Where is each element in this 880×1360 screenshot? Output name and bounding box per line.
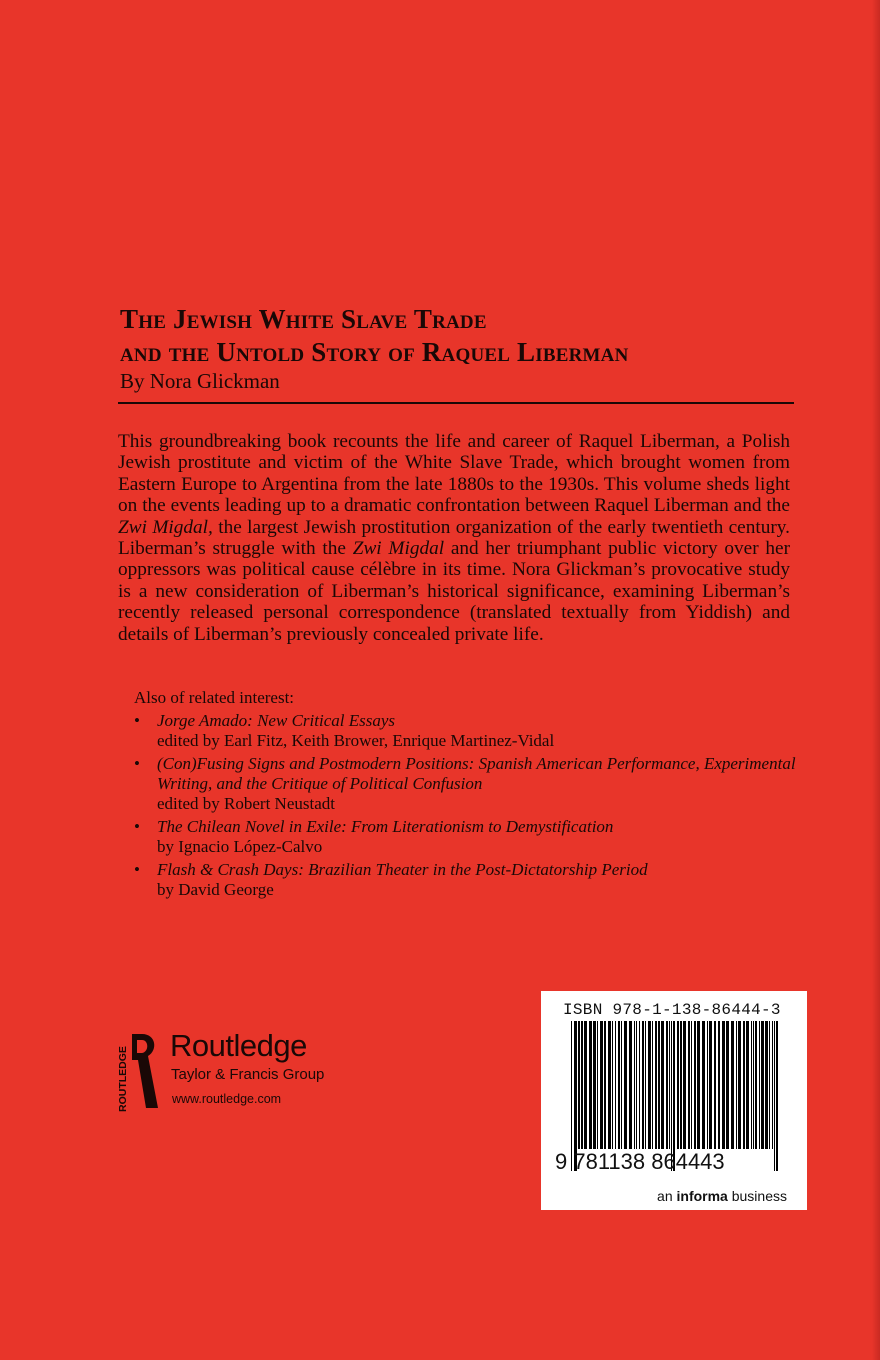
barcode-bar: [624, 1021, 627, 1149]
barcode-bar: [746, 1021, 749, 1149]
barcode-bar: [584, 1021, 587, 1149]
barcode-bar: [597, 1021, 598, 1149]
barcode-bar: [743, 1021, 745, 1149]
barcode-bar: [761, 1021, 764, 1149]
barcode-bar: [677, 1021, 679, 1149]
isbn-label: ISBN 978-1-138-86444-3: [563, 1001, 781, 1019]
tagline-suffix: business: [727, 1188, 787, 1204]
barcode-bar: [652, 1021, 653, 1149]
routledge-logo-icon: [112, 1030, 162, 1112]
barcode-bar: [604, 1021, 606, 1149]
barcode-bar: [655, 1021, 657, 1149]
barcode-bar: [658, 1021, 660, 1149]
barcode-bar: [726, 1021, 729, 1149]
barcode-bar: [694, 1021, 696, 1149]
barcode-bar: [589, 1021, 592, 1149]
barcode-bar: [661, 1021, 664, 1149]
barcode-bar: [688, 1021, 690, 1149]
book-author: By Nora Glickman: [120, 369, 280, 393]
book-title-line-1: The Jewish White Slave Trade: [120, 304, 487, 334]
related-item-editors: edited by Earl Fitz, Keith Brower, Enrique Martinez-Vidal: [157, 731, 555, 750]
barcode-bar: [683, 1021, 686, 1149]
informa-tagline: [657, 1188, 787, 1204]
barcode-bar: [774, 1021, 775, 1171]
barcode-bar: [615, 1021, 616, 1149]
related-heading: Also of related interest:: [134, 688, 295, 707]
barcode-bar: [707, 1021, 708, 1149]
barcode-bar: [759, 1021, 760, 1149]
barcode-bar: [753, 1021, 754, 1149]
barcode-bar: [697, 1021, 700, 1149]
publisher-logo: [112, 1026, 372, 1116]
barcode-digits: 9 781138 864443: [555, 1149, 725, 1174]
related-item-author: by Ignacio López-Calvo: [157, 837, 323, 856]
related-item: [134, 754, 814, 814]
barcode-bar: [765, 1021, 768, 1149]
tagline-prefix: an: [657, 1188, 677, 1204]
title-divider: [118, 402, 794, 404]
related-interest: [134, 688, 814, 903]
description-emphasis-2: Zwi Migdal: [352, 538, 445, 560]
book-title-line-2: and the Untold Story of Raquel Liberman: [120, 337, 629, 367]
barcode-bar: [612, 1021, 613, 1149]
barcode-bar: [634, 1021, 635, 1149]
barcode-bar: [755, 1021, 757, 1149]
barcode-bar: [639, 1021, 640, 1149]
barcode-bar: [691, 1021, 692, 1149]
barcode-bar: [648, 1021, 651, 1149]
tagline-brand: informa: [676, 1188, 728, 1204]
barcode-bar: [669, 1021, 670, 1149]
barcode-bar: [680, 1021, 682, 1149]
barcode-bar: [645, 1021, 646, 1149]
barcode-bar: [593, 1021, 596, 1149]
isbn-barcode: [541, 991, 807, 1210]
barcode-bar: [642, 1021, 644, 1149]
description-text-2: the largest Jewish prostitution organization of the early twentieth century. Liberman’s struggle with the: [118, 516, 790, 560]
description-text-3: and her triumphant public victory over her oppressors was political cause célèbre in its time. Nora Glickman’s provocative study is a new consideration of Liberman’s historical significance, examining Liberman’s recently released personal correspondence (translated textually from Yiddish) and details of Liberman’s previously concealed private life.: [118, 538, 790, 645]
description-text-1: This groundbreaking book recounts the life and career of Raquel Liberman, a Polish Jewish prostitute and victim of the White Slave Trade, which brought women from Eastern Europe to Argentina from the late 1880s to the 1930s. This volume sheds light on the events leading up to a dramatic confrontation between Raquel Liberman and the: [118, 431, 790, 517]
barcode-bar: [600, 1021, 603, 1149]
logo-mark-text: ROUTLEDGE: [117, 1046, 129, 1112]
barcode-bar: [736, 1021, 737, 1149]
publisher-name: Routledge: [170, 1028, 307, 1063]
bullet: •: [134, 754, 140, 773]
publisher-group: Taylor & Francis Group: [171, 1066, 325, 1083]
publisher-url: www.routledge.com: [172, 1092, 282, 1106]
barcode-bar: [709, 1021, 712, 1149]
description-emphasis-1: Zwi Migdal,: [118, 516, 213, 538]
related-item-title: The Chilean Novel in Exile: From Literationism to Demystification: [157, 817, 614, 836]
related-list: [134, 711, 814, 900]
related-item: [134, 860, 814, 900]
bullet: •: [134, 711, 140, 730]
barcode-bar: [578, 1021, 580, 1149]
barcode-bar: [718, 1021, 720, 1149]
barcode-bar: [722, 1021, 725, 1149]
related-item-author: by David George: [157, 880, 274, 899]
barcode-bar: [636, 1021, 637, 1149]
barcode-bar: [581, 1021, 583, 1149]
barcode-bar: [714, 1021, 716, 1149]
related-item: [134, 817, 814, 857]
related-item-title: (Con)Fusing Signs and Postmodern Positions: Spanish American Performance, Experimental Writing, and the Critique of Political Confusion: [157, 754, 796, 793]
barcode-bar: [621, 1021, 622, 1149]
book-description: [118, 431, 790, 645]
related-item-title: Flash & Crash Days: Brazilian Theater in the Post-Dictatorship Period: [157, 860, 648, 879]
barcode-bar: [731, 1021, 734, 1149]
barcode-bar: [772, 1021, 773, 1149]
barcode-bar: [618, 1021, 620, 1149]
related-item-editors: edited by Robert Neustadt: [157, 794, 335, 813]
barcode-bar: [751, 1021, 752, 1149]
barcode-bar: [629, 1021, 632, 1149]
barcode-bar: [666, 1021, 668, 1149]
bullet: •: [134, 817, 140, 836]
title-block: [120, 303, 800, 393]
barcode-bar: [776, 1021, 778, 1171]
related-item: [134, 711, 814, 751]
barcode-bar: [702, 1021, 705, 1149]
barcode-bar: [738, 1021, 741, 1149]
cover-edge: [872, 0, 880, 1360]
barcode-bar: [608, 1021, 611, 1149]
related-item-title: Jorge Amado: New Critical Essays: [157, 711, 395, 730]
bullet: •: [134, 860, 140, 879]
barcode-bar: [769, 1021, 770, 1149]
